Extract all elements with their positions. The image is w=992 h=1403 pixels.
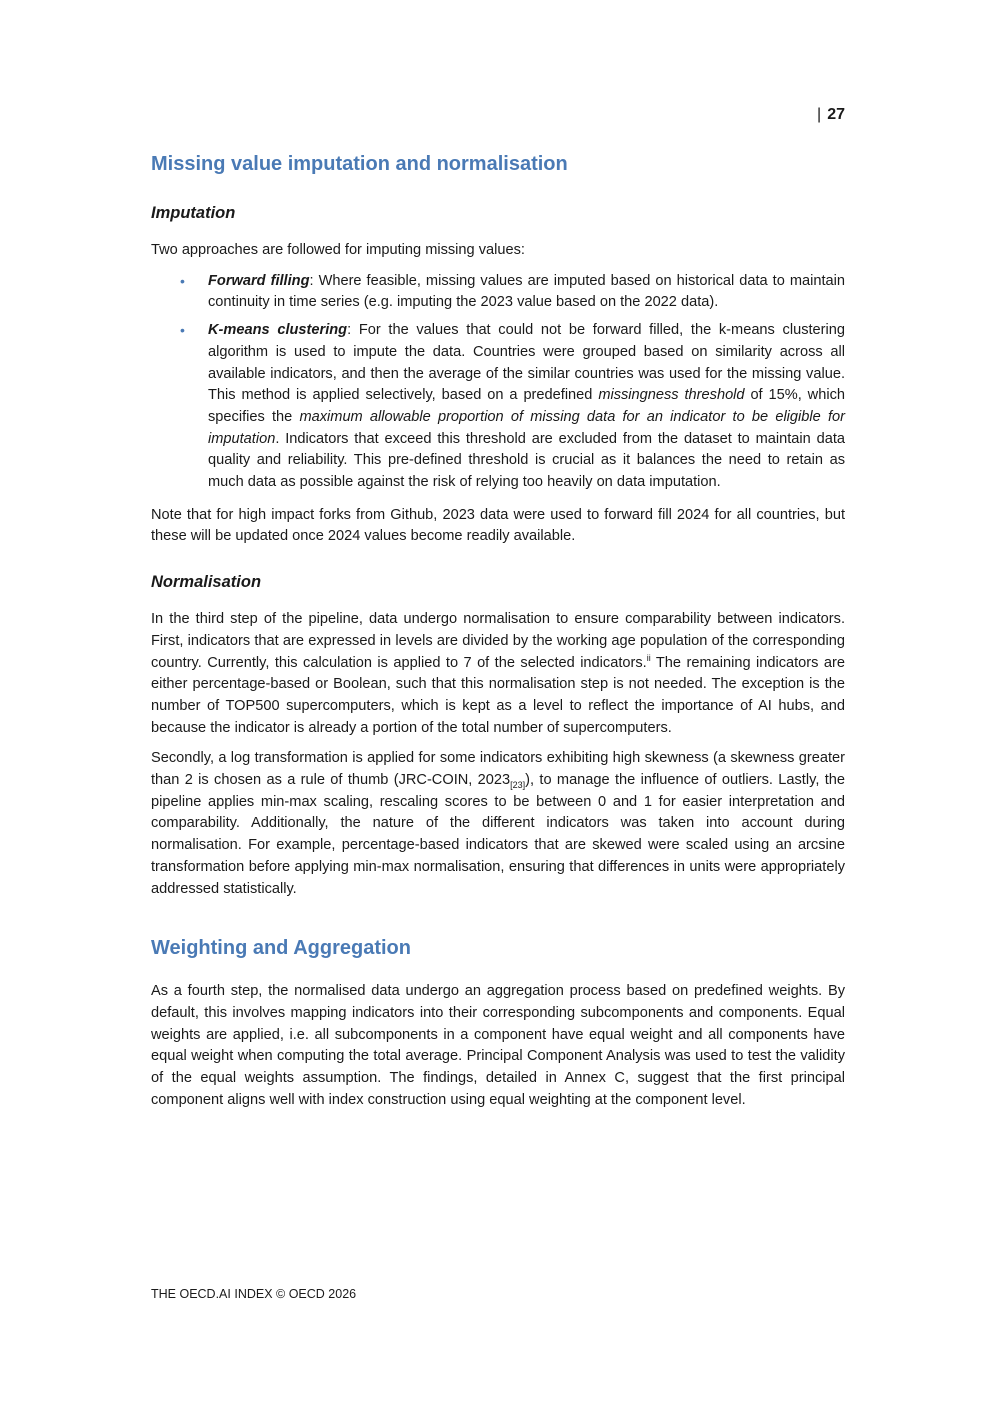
reference-marker: [23] <box>510 779 526 790</box>
normalisation-p1-text-b: The remaining indicators are either percentage-based or Boolean, such that this normalisation step is not needed. The exception is the number of TOP500 supercomputers, which is kept as a level to reflect the importance of AI hubs, and because the indicator is already a portion of the total number of supercomputers. <box>151 654 845 736</box>
imputation-note: Note that for high impact forks from Github, 2023 data were used to forward fill 2024 for all countries, but these will be updated once 2024 values become readily available. <box>151 506 845 545</box>
term-kmeans-clustering: K-means clustering <box>208 322 348 339</box>
bullet-icon: • <box>180 322 185 339</box>
forward-filling-text: : Where feasible, missing values are imputed based on historical data to maintain continuity in time series (e.g. imputing the 2023 value based on the 2022 data). <box>208 272 845 311</box>
endnote-marker: ii <box>646 652 651 663</box>
kmeans-text-part1: : For the values that could not be forward filled, the k-means clustering algorithm is used to impute the data. Countries were grouped based on similarity across all available indicators, and then the average of the similar countries was used for the missing value. This method is applied selectively, based on a predefined <box>208 322 845 404</box>
section-title-weighting-aggregation: Weighting and Aggregation <box>151 937 411 960</box>
kmeans-text-part2: of 15%, which specifies the <box>208 387 845 425</box>
kmeans-text-part3: . Indicators that exceed this threshold are excluded from the dataset to maintain data quality and reliability. This pre-defined threshold is crucial as it balances the need to retain as much data as possible against the risk of relying too heavily on data imputation. <box>208 430 845 491</box>
subheading-imputation: Imputation <box>151 204 236 222</box>
aggregation-paragraph: As a fourth step, the normalised data undergo an aggregation process based on predefined weights. By default, this involves mapping indicators into their corresponding subcomponents and components. Equal weights are applied, i.e. all subcomponents in a component have equal weight and all components have equal weight when computing the total average. Principal Component Analysis was used to test the validity of the equal weights assumption. The findings, detailed in Annex C, suggest that the first principal component aligns well with index construction using equal weighting at the component level. <box>151 983 845 1108</box>
page-number-value: 27 <box>827 106 845 123</box>
normalisation-paragraph-2 <box>151 748 845 900</box>
imputation-approaches-list <box>151 271 845 494</box>
kmeans-italic-definition: maximum allowable proportion of missing data for an indicator to be eligible for imputation <box>208 408 845 447</box>
list-item-kmeans-clustering <box>151 320 845 494</box>
page-content <box>151 150 845 1112</box>
normalisation-p2-text-b: ), to manage the influence of outliers. Lastly, the pipeline applies min-max scaling, rescaling scores to be between 0 and 1 for easier interpretation and comparability. Additionally, the nature of the different indicators was taken into account during normalisation. For example, percentage-based indicators that are skewed were scaled using an arcsine transformation before applying min-max normalisation, ensuring that differences in units were appropriately addressed statistically. <box>151 772 845 897</box>
kmeans-italic-threshold: missingness threshold <box>598 387 745 404</box>
header-separator: | <box>817 106 822 123</box>
normalisation-p2-text-a: Secondly, a log transformation is applied for some indicators exhibiting high skewness (a skewness greater than 2 is chosen as a rule of thumb (JRC-COIN, 2023 <box>151 750 845 789</box>
page-footer: THE OECD.AI INDEX © OECD 2026 <box>151 1287 357 1301</box>
normalisation-paragraph-1 <box>151 609 845 739</box>
list-item-forward-filling <box>151 271 845 314</box>
page-number <box>817 106 845 124</box>
bullet-icon: • <box>180 272 185 289</box>
subheading-normalisation: Normalisation <box>151 573 262 592</box>
term-forward-filling: Forward filling <box>208 272 310 289</box>
imputation-intro: Two approaches are followed for imputing missing values: <box>151 242 525 258</box>
section-title-imputation-normalisation: Missing value imputation and normalisation <box>151 153 568 175</box>
normalisation-p1-text-a: In the third step of the pipeline, data undergo normalisation to ensure comparability between indicators. First, indicators that are expressed in levels are divided by the working age population of the corresponding country. Currently, this calculation is applied to 7 of the selected indicators. <box>151 611 845 671</box>
